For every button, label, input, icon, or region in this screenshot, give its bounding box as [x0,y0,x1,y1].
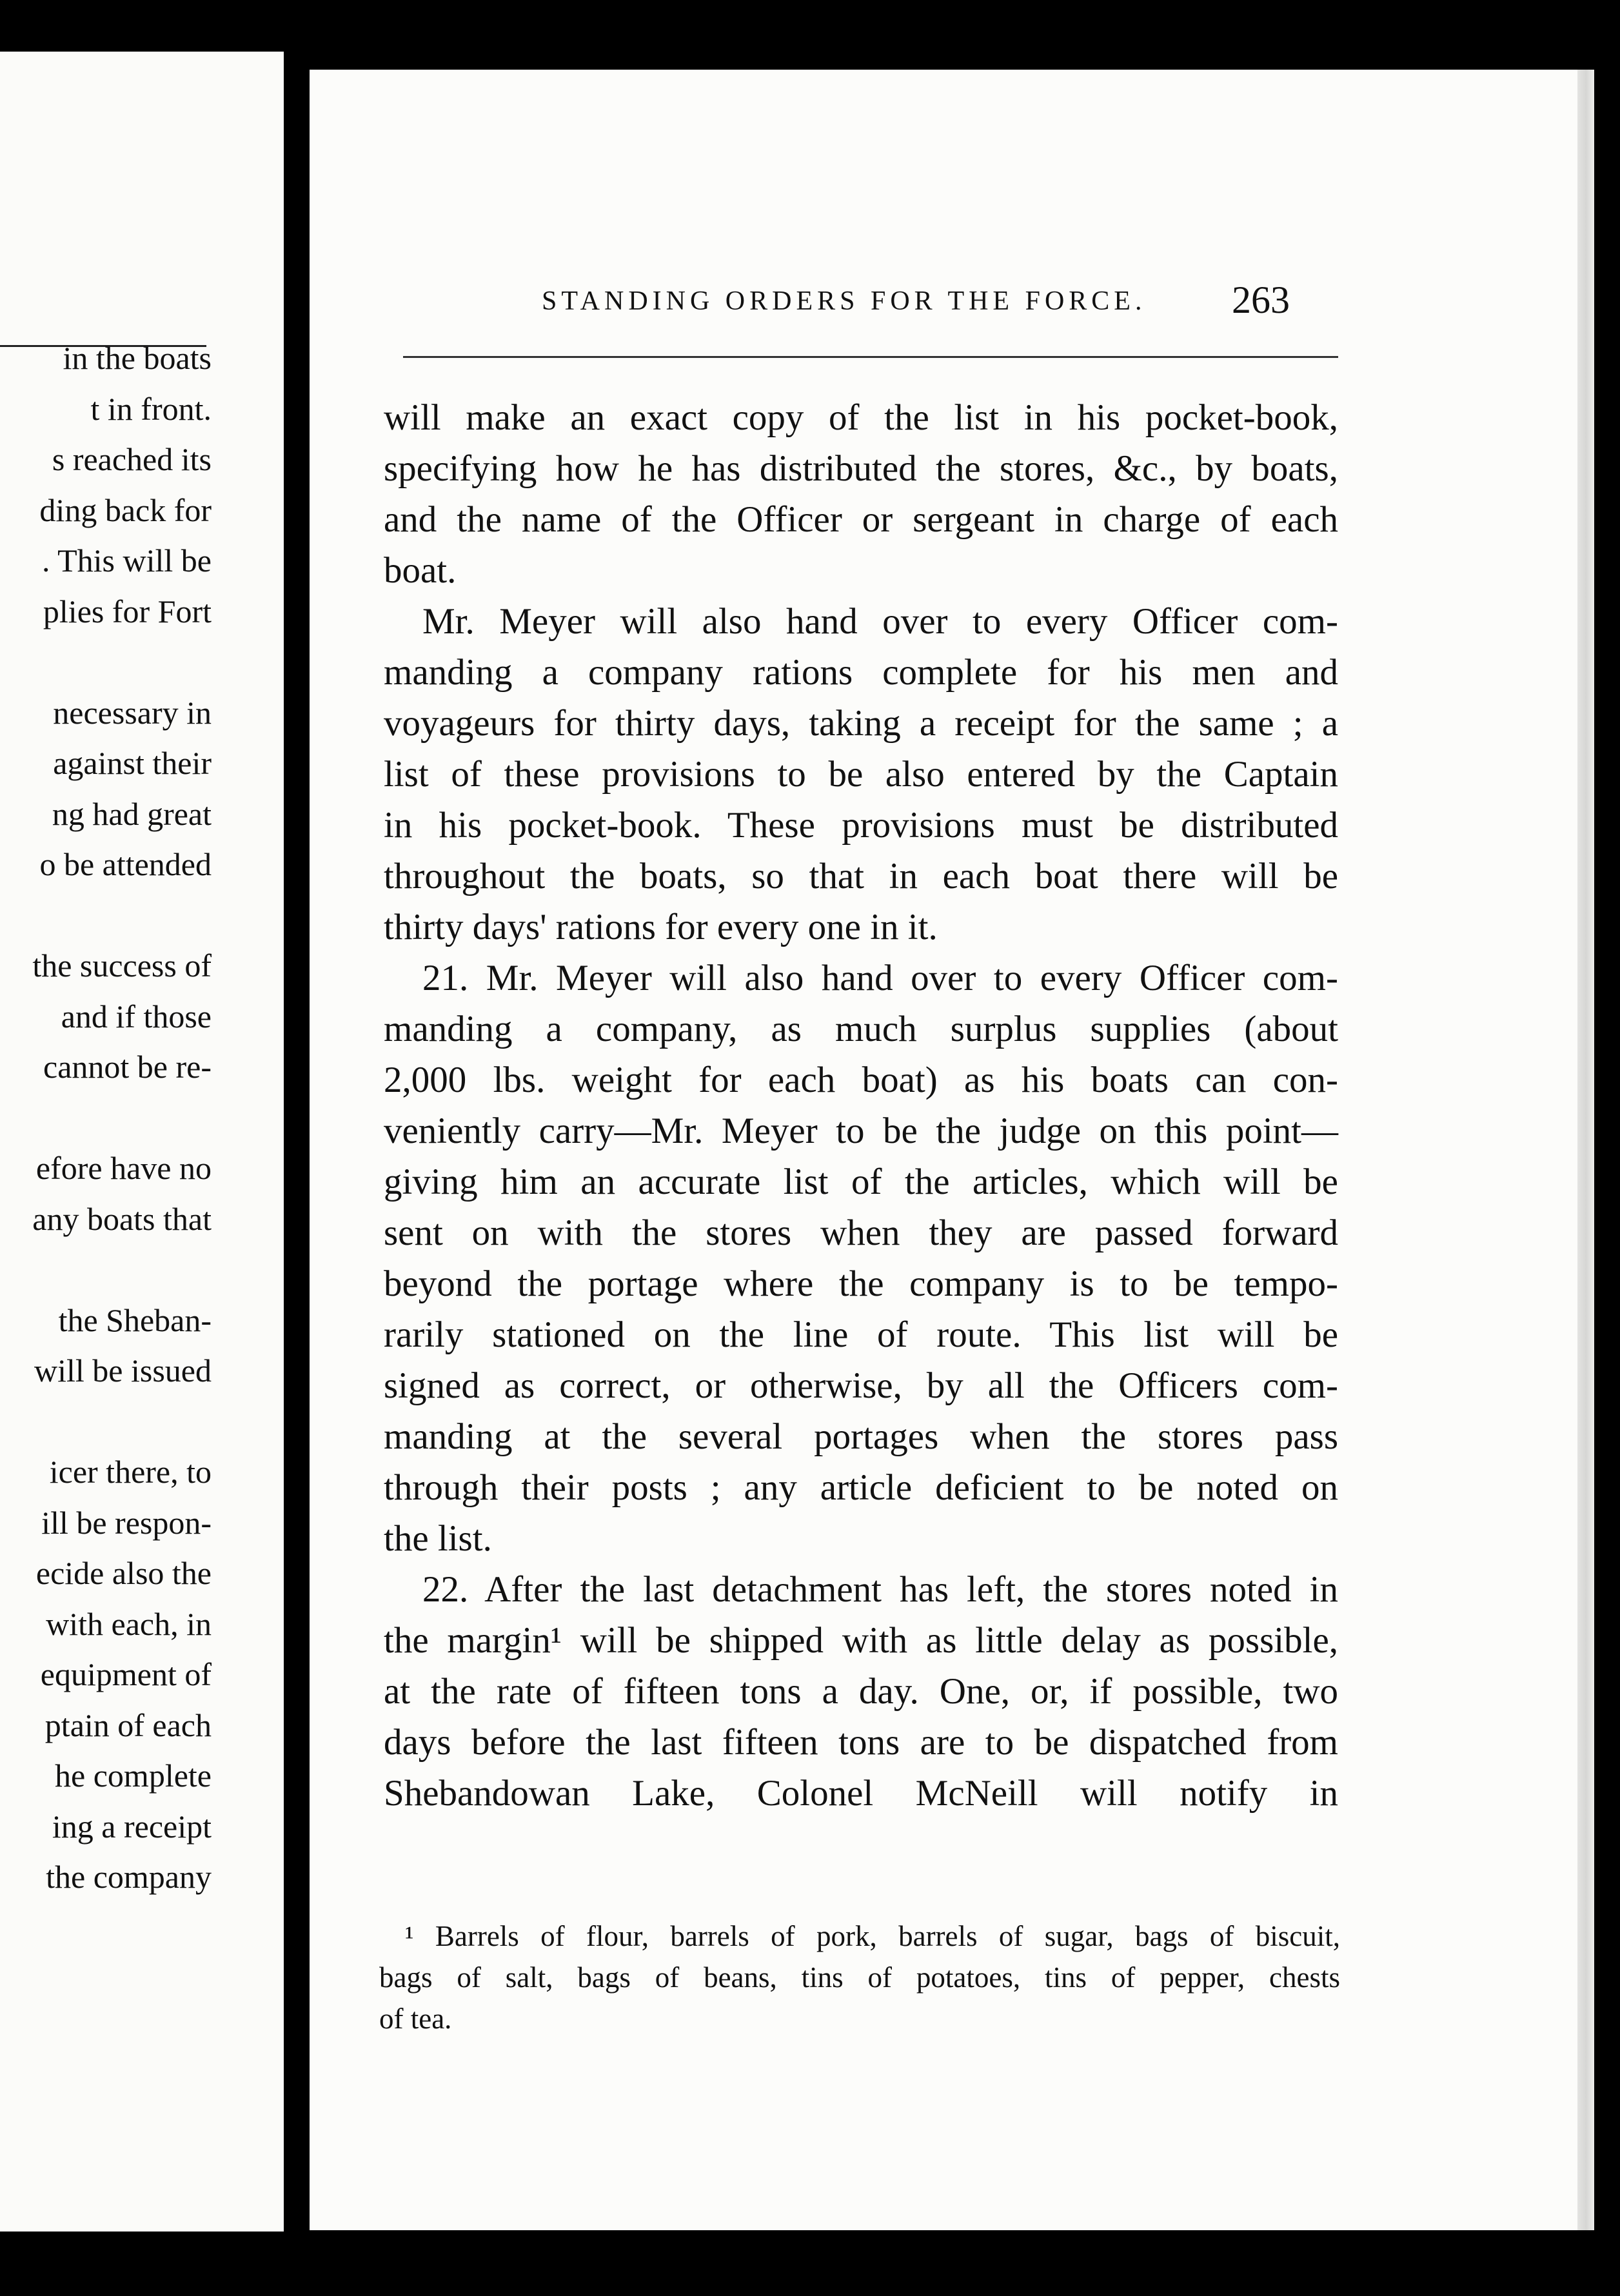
left-page-line: ng had great [52,795,212,832]
body-line: voyageurs for thirty days, taking a receipt for the same ; a [384,703,1338,744]
footnote-line: of tea. [379,2003,452,2035]
page-edge [1577,70,1594,2230]
body-line: will make an exact copy of the list in his pocket-book, [384,397,1338,438]
body-line: sent on with the stores when they are passed forward [384,1212,1338,1253]
left-page-line: . This will be [42,542,212,579]
body-line: veniently carry—Mr. Meyer to be the judge on this point— [384,1111,1338,1151]
body-line: and the name of the Officer or sergeant in charge of each [384,499,1338,540]
left-page-line: the company [46,1859,212,1895]
left-page-line: plies for Fort [43,593,212,629]
book-gutter [284,0,310,2296]
footnote-line: ¹ Barrels of flour, barrels of pork, barrels of sugar, bags of biscuit, [405,1920,1340,1952]
body-line: boat. [384,550,457,591]
left-page-line: will be issued [34,1352,212,1389]
left-page-line: in the boats [63,340,212,376]
body-line: manding a company rations complete for his men and [384,652,1338,693]
left-page-line: efore have no [35,1150,212,1186]
left-page-line: cannot be re- [43,1049,212,1085]
left-page-line: ding back for [39,491,212,528]
footnote [379,1915,1340,2039]
body-line: manding a company, as much surplus supplies (about [384,1009,1338,1049]
left-page-line: against their [53,745,212,781]
left-page-line: the success of [32,947,212,984]
left-page-line: o be attended [39,846,212,882]
left-page-line: and if those [61,998,212,1034]
body-line: specifying how he has distributed the stores, &c., by boats, [384,448,1338,489]
left-page-line: ing a receipt [52,1808,212,1845]
left-page-line: s reached its [52,441,212,477]
body-line: at the rate of fifteen tons a day. One, or, if possible, two [384,1671,1338,1712]
left-page-line: ptain of each [44,1707,212,1743]
left-page-line: ill be respon- [41,1504,212,1541]
body-line: thirty days' rations for every one in it. [384,907,938,947]
body-line: Mr. Meyer will also hand over to every Officer com- [422,601,1338,642]
body-line: days before the last fifteen tons are to be dispatched from [384,1722,1338,1763]
body-line: giving him an accurate list of the articles, which will be [384,1162,1338,1202]
body-line: through their posts ; any article deficient to be noted on [384,1467,1338,1508]
left-page-line: he complete [55,1757,212,1794]
body-line: in his pocket-book. These provisions must be distributed [384,805,1338,846]
page-number: 263 [1232,279,1290,321]
left-page-line: the Sheban- [58,1301,212,1338]
left-page-line: necessary in [53,694,212,731]
body-line: 2,000 lbs. weight for each boat) as his boats can con- [384,1060,1338,1100]
left-page [0,52,284,2232]
body-line: signed as correct, or otherwise, by all the Officers com- [384,1365,1338,1406]
left-page-line: with each, in [46,1605,212,1642]
left-page-line: t in front. [90,390,212,427]
body-line: list of these provisions to be also entered by the Captain [384,754,1338,795]
right-page [310,70,1594,2230]
left-page-line: icer there, to [49,1454,212,1490]
body-line: the list. [384,1518,492,1559]
header-rule [403,356,1338,358]
left-page-line: any boats that [32,1200,212,1237]
body-line: 21. Mr. Meyer will also hand over to every Officer com- [422,958,1338,998]
body-line: 22. After the last detachment has left, the stores noted in [422,1569,1338,1610]
body-line: manding at the several portages when the stores pass [384,1416,1338,1457]
left-page-line: equipment of [40,1656,212,1692]
body-line: rarily stationed on the line of route. This list will be [384,1314,1338,1355]
body-line: the margin¹ will be shipped with as little delay as possible, [384,1620,1338,1661]
body-line: Shebandowan Lake, Colonel McNeill will notify in [384,1773,1338,1814]
body-line: beyond the portage where the company is to be tempo- [384,1263,1338,1304]
left-page-line: ecide also the [35,1555,212,1591]
footnote-line: bags of salt, bags of beans, tins of potatoes, tins of pepper, chests [379,1961,1340,1994]
running-head: STANDING ORDERS FOR THE FORCE. [542,286,1147,316]
body-line: throughout the boats, so that in each boat there will be [384,856,1338,896]
body-text [384,392,1338,1819]
